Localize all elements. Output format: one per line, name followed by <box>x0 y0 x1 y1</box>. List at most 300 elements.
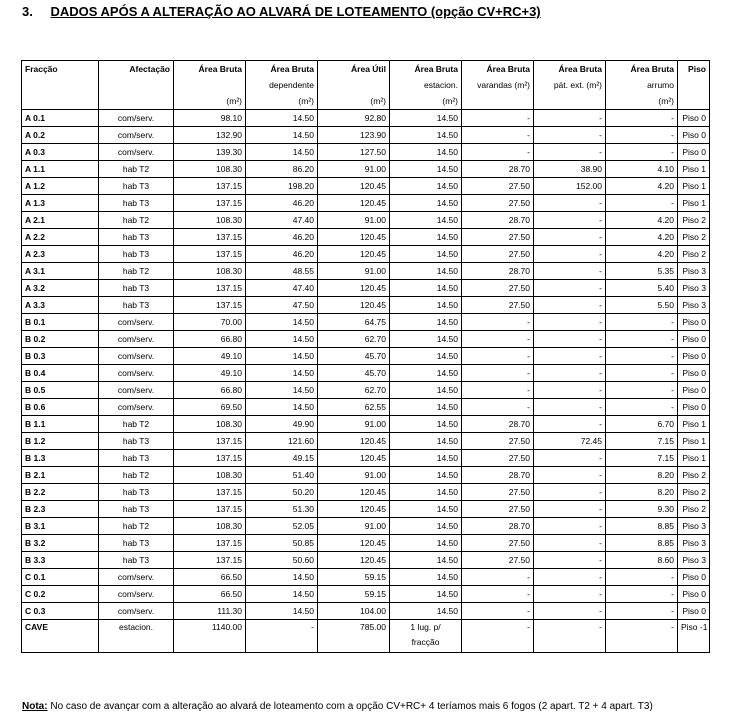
table-cell: 14.50 <box>390 518 462 535</box>
table-cell: - <box>462 569 534 586</box>
table-cell: 108.30 <box>174 467 246 484</box>
table-cell: com/serv. <box>99 144 174 161</box>
table-cell: 62.55 <box>318 399 390 416</box>
table-cell: 91.00 <box>318 212 390 229</box>
table-row <box>22 467 710 484</box>
table-cell: - <box>462 382 534 399</box>
table-cell: 38.90 <box>534 161 606 178</box>
table-cell: 50.60 <box>246 552 318 569</box>
table-cell: hab T3 <box>99 297 174 314</box>
header-cell: (m²) <box>318 93 390 110</box>
fraction-id-cell: A 0.2 <box>22 127 99 144</box>
fraction-id-cell: A 1.2 <box>22 178 99 195</box>
table-cell: 27.50 <box>462 450 534 467</box>
table-cell: 139.30 <box>174 144 246 161</box>
table-cell: 27.50 <box>462 297 534 314</box>
table-row-cave <box>22 620 710 653</box>
table-cell: 108.30 <box>174 416 246 433</box>
fraction-id-cell: B 2.3 <box>22 501 99 518</box>
table-cell: hab T2 <box>99 263 174 280</box>
fraction-id-cell: C 0.1 <box>22 569 99 586</box>
table-cell: hab T3 <box>99 501 174 518</box>
table-cell: 91.00 <box>318 518 390 535</box>
table-cell: - <box>462 365 534 382</box>
table-cell: Piso 0 <box>678 569 710 586</box>
table-cell: - <box>534 586 606 603</box>
table-cell: 91.00 <box>318 263 390 280</box>
table-cell: Piso 3 <box>678 297 710 314</box>
table-row <box>22 484 710 501</box>
table-cell: 137.15 <box>174 195 246 212</box>
fraction-id-cell: B 0.5 <box>22 382 99 399</box>
table-row <box>22 433 710 450</box>
table-cell: Piso 1 <box>678 161 710 178</box>
table-cell: com/serv. <box>99 348 174 365</box>
table-cell: 45.70 <box>318 365 390 382</box>
table-cell: Piso 0 <box>678 144 710 161</box>
header-cell: Área Útil <box>318 61 390 78</box>
table-cell: Piso 3 <box>678 263 710 280</box>
section-title-text: DADOS APÓS A ALTERAÇÃO AO ALVARÁ DE LOTEAMENTO (opção CV+RC+3) <box>50 4 541 19</box>
table-row <box>22 314 710 331</box>
table-cell: 5.50 <box>606 297 678 314</box>
table-row <box>22 331 710 348</box>
table-cell: hab T3 <box>99 484 174 501</box>
table-cell: - <box>534 144 606 161</box>
table-cell: - <box>534 246 606 263</box>
table-cell: - <box>534 314 606 331</box>
table-cell: 4.20 <box>606 212 678 229</box>
table-cell: 49.90 <box>246 416 318 433</box>
table-cell: 108.30 <box>174 518 246 535</box>
table-cell: 7.15 <box>606 450 678 467</box>
fraction-id-cell: A 3.1 <box>22 263 99 280</box>
header-cell: (m²) <box>174 93 246 110</box>
table-cell: - <box>246 620 318 653</box>
table-row <box>22 161 710 178</box>
table-cell: 104.00 <box>318 603 390 620</box>
table-cell: - <box>606 586 678 603</box>
table-row <box>22 586 710 603</box>
table-cell: 27.50 <box>462 229 534 246</box>
table-row <box>22 518 710 535</box>
table-cell: 52.05 <box>246 518 318 535</box>
table-cell: 14.50 <box>246 144 318 161</box>
table-cell: 152.00 <box>534 178 606 195</box>
fraction-id-cell: A 1.3 <box>22 195 99 212</box>
fraction-id-cell: A 0.1 <box>22 110 99 127</box>
table-row <box>22 280 710 297</box>
table-row <box>22 212 710 229</box>
table-cell: 27.50 <box>462 501 534 518</box>
table-row <box>22 382 710 399</box>
fraction-id-cell: A 3.3 <box>22 297 99 314</box>
table-cell: 47.40 <box>246 280 318 297</box>
table-cell: - <box>534 212 606 229</box>
table-row <box>22 297 710 314</box>
header-cell <box>678 93 710 110</box>
table-cell: hab T2 <box>99 212 174 229</box>
table-cell: - <box>534 297 606 314</box>
table-cell: Piso 3 <box>678 535 710 552</box>
fraction-id-cell: A 1.1 <box>22 161 99 178</box>
table-body <box>22 110 710 653</box>
table-cell: 62.70 <box>318 382 390 399</box>
table-cell: - <box>534 518 606 535</box>
fraction-id-cell: A 3.2 <box>22 280 99 297</box>
table-cell: 8.60 <box>606 552 678 569</box>
table-row <box>22 229 710 246</box>
table-cell: 120.45 <box>318 195 390 212</box>
table-cell: Piso -1 <box>678 620 710 653</box>
table-cell: 14.50 <box>246 569 318 586</box>
table-cell: 5.35 <box>606 263 678 280</box>
table-row <box>22 195 710 212</box>
table-cell: 137.15 <box>174 535 246 552</box>
table-cell: 14.50 <box>390 450 462 467</box>
table-cell: 137.15 <box>174 246 246 263</box>
table-cell: 46.20 <box>246 229 318 246</box>
fraction-id-cell: B 0.4 <box>22 365 99 382</box>
table-cell: Piso 3 <box>678 552 710 569</box>
table-header <box>22 61 710 110</box>
table-cell: 6.70 <box>606 416 678 433</box>
table-cell: - <box>606 348 678 365</box>
table-cell: Piso 2 <box>678 484 710 501</box>
table-cell: 14.50 <box>390 552 462 569</box>
table-cell: hab T3 <box>99 229 174 246</box>
table-cell: 14.50 <box>390 110 462 127</box>
table-cell: 14.50 <box>246 331 318 348</box>
table-cell: - <box>606 382 678 399</box>
table-cell: com/serv. <box>99 603 174 620</box>
table-cell: hab T2 <box>99 161 174 178</box>
table-row <box>22 263 710 280</box>
header-cell: pát. ext. (m²) <box>534 77 606 93</box>
header-cell <box>22 93 99 110</box>
header-cell: Área Bruta <box>462 61 534 78</box>
table-cell: estacion. <box>99 620 174 653</box>
table-cell: 14.50 <box>390 348 462 365</box>
table-cell: com/serv. <box>99 399 174 416</box>
table-cell: 9.30 <box>606 501 678 518</box>
table-cell: 14.50 <box>390 314 462 331</box>
table-cell: - <box>462 331 534 348</box>
table-row <box>22 450 710 467</box>
table-row <box>22 399 710 416</box>
table-cell: - <box>606 127 678 144</box>
table-cell: - <box>606 365 678 382</box>
table-row <box>22 501 710 518</box>
table-row <box>22 348 710 365</box>
table-cell: 14.50 <box>390 297 462 314</box>
parking-line: 1 lug. p/ <box>410 622 441 632</box>
table-cell: Piso 1 <box>678 450 710 467</box>
table-cell: 137.15 <box>174 280 246 297</box>
table-row <box>22 569 710 586</box>
header-cell: arrumo <box>606 77 678 93</box>
table-cell: 8.20 <box>606 467 678 484</box>
table-cell: 92.80 <box>318 110 390 127</box>
table-cell: 121.60 <box>246 433 318 450</box>
table-cell: Piso 0 <box>678 331 710 348</box>
table-cell: 14.50 <box>246 586 318 603</box>
table-cell: 14.50 <box>390 144 462 161</box>
table-cell: 45.70 <box>318 348 390 365</box>
table-cell: 28.70 <box>462 212 534 229</box>
table-cell: - <box>462 586 534 603</box>
table-cell: 27.50 <box>462 433 534 450</box>
table-cell: hab T2 <box>99 467 174 484</box>
table-cell: - <box>462 127 534 144</box>
table-cell: 127.50 <box>318 144 390 161</box>
header-row <box>22 93 710 110</box>
table-cell: - <box>534 382 606 399</box>
header-row <box>22 77 710 93</box>
table-cell: - <box>534 331 606 348</box>
table-cell: 28.70 <box>462 161 534 178</box>
table-cell: 91.00 <box>318 161 390 178</box>
table-cell: hab T3 <box>99 178 174 195</box>
table-cell: 14.50 <box>390 586 462 603</box>
table-row <box>22 246 710 263</box>
table-cell: 14.50 <box>390 195 462 212</box>
table-cell: 28.70 <box>462 263 534 280</box>
table-cell: 14.50 <box>246 399 318 416</box>
table-cell: 47.40 <box>246 212 318 229</box>
table-cell: 14.50 <box>390 484 462 501</box>
table-cell: Piso 0 <box>678 110 710 127</box>
table-cell: - <box>534 263 606 280</box>
table-cell: 70.00 <box>174 314 246 331</box>
table-cell: 27.50 <box>462 484 534 501</box>
table-cell: 137.15 <box>174 501 246 518</box>
table-cell: - <box>534 195 606 212</box>
table-cell: 27.50 <box>462 246 534 263</box>
table-row <box>22 603 710 620</box>
table-cell: 1140.00 <box>174 620 246 653</box>
table-cell: com/serv. <box>99 314 174 331</box>
table-cell: 14.50 <box>246 382 318 399</box>
table-cell: Piso 3 <box>678 518 710 535</box>
table-cell: 28.70 <box>462 518 534 535</box>
table-cell: - <box>534 280 606 297</box>
table-cell: 27.50 <box>462 195 534 212</box>
table-cell: 137.15 <box>174 484 246 501</box>
table-cell: 46.20 <box>246 195 318 212</box>
table-cell: - <box>606 110 678 127</box>
section-title <box>22 4 541 19</box>
header-cell <box>99 93 174 110</box>
table-cell: Piso 2 <box>678 467 710 484</box>
table-cell: Piso 2 <box>678 501 710 518</box>
table-cell: - <box>462 348 534 365</box>
fraction-id-cell: B 0.6 <box>22 399 99 416</box>
table-cell: 27.50 <box>462 552 534 569</box>
table-cell: 120.45 <box>318 280 390 297</box>
table-cell: com/serv. <box>99 569 174 586</box>
table-cell: Piso 0 <box>678 365 710 382</box>
table-cell: 8.85 <box>606 535 678 552</box>
table-cell: 14.50 <box>390 161 462 178</box>
table-cell: - <box>534 467 606 484</box>
table-cell: 27.50 <box>462 178 534 195</box>
table-cell: 4.20 <box>606 178 678 195</box>
table-cell: - <box>534 552 606 569</box>
table-cell: 137.15 <box>174 552 246 569</box>
fraction-id-cell: B 0.1 <box>22 314 99 331</box>
header-cell: Área Bruta <box>246 61 318 78</box>
table-cell: 120.45 <box>318 178 390 195</box>
table-cell: 28.70 <box>462 416 534 433</box>
header-cell: dependente <box>246 77 318 93</box>
fraction-id-cell: C 0.2 <box>22 586 99 603</box>
table-cell: 91.00 <box>318 416 390 433</box>
table-cell: 137.15 <box>174 297 246 314</box>
table-cell: 120.45 <box>318 246 390 263</box>
table-cell: 120.45 <box>318 484 390 501</box>
table-row <box>22 365 710 382</box>
table-cell: - <box>534 484 606 501</box>
header-cell <box>22 77 99 93</box>
header-cell: Área Bruta <box>390 61 462 78</box>
table-cell: 14.50 <box>390 229 462 246</box>
table-cell: hab T2 <box>99 518 174 535</box>
table-cell: 132.90 <box>174 127 246 144</box>
table-cell: 14.50 <box>390 569 462 586</box>
table-cell: 28.70 <box>462 467 534 484</box>
header-cell <box>99 77 174 93</box>
header-cell: (m²) <box>390 93 462 110</box>
allotment-table <box>21 60 710 653</box>
fraction-id-cell: A 2.3 <box>22 246 99 263</box>
table-cell: Piso 0 <box>678 382 710 399</box>
table-cell: 59.15 <box>318 569 390 586</box>
header-cell <box>678 77 710 93</box>
header-cell: (m²) <box>606 93 678 110</box>
table-cell: - <box>606 399 678 416</box>
header-cell <box>462 93 534 110</box>
table-row <box>22 127 710 144</box>
table-cell: 62.70 <box>318 331 390 348</box>
footnote-label: Nota: <box>22 701 48 712</box>
table-cell: hab T3 <box>99 535 174 552</box>
table-cell: - <box>534 229 606 246</box>
table-cell: 51.30 <box>246 501 318 518</box>
table-cell: 14.50 <box>246 314 318 331</box>
header-cell: (m²) <box>246 93 318 110</box>
table-cell: Piso 0 <box>678 586 710 603</box>
table-cell: 7.15 <box>606 433 678 450</box>
table-cell: - <box>462 399 534 416</box>
table-cell: 108.30 <box>174 263 246 280</box>
table-cell: 120.45 <box>318 535 390 552</box>
table-cell: com/serv. <box>99 382 174 399</box>
header-row <box>22 61 710 78</box>
table-cell: com/serv. <box>99 586 174 603</box>
table-cell: 14.50 <box>390 331 462 348</box>
table-cell: 48.55 <box>246 263 318 280</box>
header-cell: varandas (m²) <box>462 77 534 93</box>
table-cell: 785.00 <box>318 620 390 653</box>
table-cell: Piso 0 <box>678 603 710 620</box>
table-cell <box>390 620 462 653</box>
table-cell: com/serv. <box>99 110 174 127</box>
table-cell: 120.45 <box>318 297 390 314</box>
table-cell: 69.50 <box>174 399 246 416</box>
table-cell: Piso 0 <box>678 348 710 365</box>
table-cell: - <box>606 603 678 620</box>
table-cell: 8.85 <box>606 518 678 535</box>
table-cell: 14.50 <box>390 365 462 382</box>
fraction-id-cell: B 3.1 <box>22 518 99 535</box>
table-cell: hab T3 <box>99 280 174 297</box>
table-cell: 137.15 <box>174 450 246 467</box>
table-cell: - <box>534 365 606 382</box>
table-cell: - <box>462 110 534 127</box>
table-cell: 111.30 <box>174 603 246 620</box>
table-cell: com/serv. <box>99 365 174 382</box>
fraction-id-cell: B 1.1 <box>22 416 99 433</box>
table-cell: 108.30 <box>174 161 246 178</box>
table-cell: 47.50 <box>246 297 318 314</box>
table-cell: Piso 0 <box>678 127 710 144</box>
table-cell: 50.20 <box>246 484 318 501</box>
table-cell: Piso 1 <box>678 178 710 195</box>
table-cell: 14.50 <box>390 416 462 433</box>
table-cell: - <box>606 569 678 586</box>
table-cell: 14.50 <box>390 603 462 620</box>
table-cell: - <box>462 620 534 653</box>
header-cell <box>318 77 390 93</box>
header-cell: Afectação <box>99 61 174 78</box>
table-cell: hab T3 <box>99 433 174 450</box>
table-cell: hab T3 <box>99 552 174 569</box>
table-cell: - <box>606 195 678 212</box>
table-cell: 27.50 <box>462 535 534 552</box>
table-cell: Piso 0 <box>678 314 710 331</box>
table-row <box>22 552 710 569</box>
header-cell: Área Bruta <box>606 61 678 78</box>
table-cell: 8.20 <box>606 484 678 501</box>
table-cell: 4.20 <box>606 246 678 263</box>
table-cell: 66.50 <box>174 569 246 586</box>
table-cell: 137.15 <box>174 229 246 246</box>
table-cell: hab T3 <box>99 450 174 467</box>
table-cell: - <box>534 603 606 620</box>
footnote <box>22 701 653 712</box>
table-cell: - <box>534 416 606 433</box>
table-cell: 14.50 <box>390 467 462 484</box>
table-cell: 66.50 <box>174 586 246 603</box>
fraction-id-cell: B 2.1 <box>22 467 99 484</box>
table-cell: - <box>606 314 678 331</box>
header-cell: Piso <box>678 61 710 78</box>
table-cell: Piso 2 <box>678 246 710 263</box>
table-cell: 108.30 <box>174 212 246 229</box>
fraction-id-cell: B 3.3 <box>22 552 99 569</box>
table-cell: 49.15 <box>246 450 318 467</box>
table-cell: 49.10 <box>174 348 246 365</box>
header-cell <box>534 93 606 110</box>
table-cell: 14.50 <box>246 365 318 382</box>
table-cell: 123.90 <box>318 127 390 144</box>
table-cell: 66.80 <box>174 382 246 399</box>
table-cell: Piso 1 <box>678 433 710 450</box>
fraction-id-cell: B 0.3 <box>22 348 99 365</box>
table-cell: 14.50 <box>390 246 462 263</box>
table-cell: 5.40 <box>606 280 678 297</box>
